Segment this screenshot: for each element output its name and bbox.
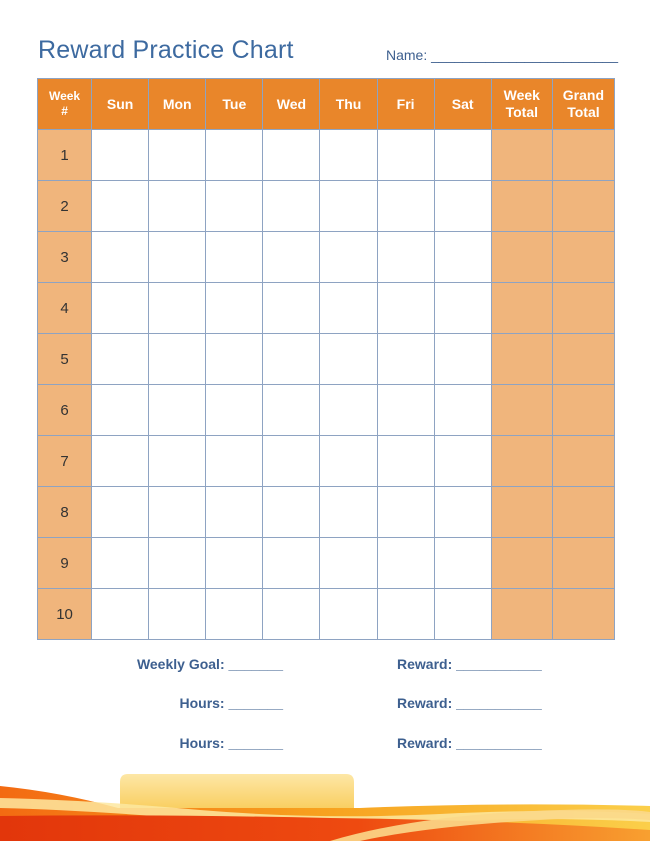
- sat-entry-cell[interactable]: [434, 436, 491, 487]
- mon-entry-cell[interactable]: [149, 385, 206, 436]
- header-line: Week: [503, 87, 540, 103]
- tue-entry-cell[interactable]: [206, 538, 263, 589]
- sat-entry-cell[interactable]: [434, 589, 491, 640]
- week-number-cell: 8: [38, 487, 92, 538]
- week-number-cell: 5: [38, 334, 92, 385]
- sun-entry-cell[interactable]: [92, 436, 149, 487]
- header-thu: [320, 79, 377, 130]
- fri-entry-cell[interactable]: [377, 334, 434, 385]
- mon-entry-cell[interactable]: [149, 283, 206, 334]
- week-number-cell: 3: [38, 232, 92, 283]
- sun-entry-cell[interactable]: [92, 385, 149, 436]
- wed-entry-cell[interactable]: [263, 130, 320, 181]
- week-total-cell[interactable]: [491, 385, 552, 436]
- sun-entry-cell[interactable]: [92, 232, 149, 283]
- tue-entry-cell[interactable]: [206, 436, 263, 487]
- fri-entry-cell[interactable]: [377, 589, 434, 640]
- sat-entry-cell[interactable]: [434, 334, 491, 385]
- grand-total-cell[interactable]: [552, 130, 614, 181]
- footer-row: [0, 695, 650, 715]
- sun-entry-cell[interactable]: [92, 181, 149, 232]
- sun-entry-cell[interactable]: [92, 538, 149, 589]
- thu-entry-cell[interactable]: [320, 130, 377, 181]
- grand-total-cell[interactable]: [552, 232, 614, 283]
- thu-entry-cell[interactable]: [320, 436, 377, 487]
- week-number-cell: 9: [38, 538, 92, 589]
- fri-entry-cell[interactable]: [377, 181, 434, 232]
- week-number-cell: 10: [38, 589, 92, 640]
- fri-entry-cell[interactable]: [377, 538, 434, 589]
- chart-body: [38, 130, 615, 640]
- week-number-cell: 7: [38, 436, 92, 487]
- thu-entry-cell[interactable]: [320, 487, 377, 538]
- week-total-cell[interactable]: [491, 589, 552, 640]
- tue-entry-cell[interactable]: [206, 487, 263, 538]
- tue-entry-cell[interactable]: [206, 589, 263, 640]
- sat-entry-cell[interactable]: [434, 385, 491, 436]
- grand-total-cell[interactable]: [552, 538, 614, 589]
- tue-entry-cell[interactable]: [206, 385, 263, 436]
- tue-entry-cell[interactable]: [206, 130, 263, 181]
- week-total-cell[interactable]: [491, 487, 552, 538]
- week-row: [38, 334, 615, 385]
- fri-entry-cell[interactable]: [377, 436, 434, 487]
- mon-entry-cell[interactable]: [149, 538, 206, 589]
- wed-entry-cell[interactable]: [263, 232, 320, 283]
- week-row: [38, 589, 615, 640]
- header-grand-total: [552, 79, 614, 130]
- thu-entry-cell[interactable]: [320, 181, 377, 232]
- mon-entry-cell[interactable]: [149, 181, 206, 232]
- header-line: Fri: [396, 95, 415, 112]
- grand-total-cell[interactable]: [552, 436, 614, 487]
- header-line: #: [61, 104, 68, 118]
- thu-entry-cell[interactable]: [320, 385, 377, 436]
- week-row: [38, 181, 615, 232]
- header-row: [38, 79, 615, 130]
- header-line: Grand: [562, 87, 605, 103]
- sat-entry-cell[interactable]: [434, 181, 491, 232]
- header-fri: [377, 79, 434, 130]
- mon-entry-cell[interactable]: [149, 436, 206, 487]
- reward-field[interactable]: Reward: ___________: [397, 656, 542, 672]
- grand-total-cell[interactable]: [552, 334, 614, 385]
- wed-entry-cell[interactable]: [263, 334, 320, 385]
- week-row: [38, 130, 615, 181]
- header-sun: [92, 79, 149, 130]
- hours-field[interactable]: Hours: _______: [179, 695, 283, 711]
- tue-entry-cell[interactable]: [206, 283, 263, 334]
- week-number-cell: 2: [38, 181, 92, 232]
- weekly-goal-field[interactable]: Weekly Goal: _______: [136, 656, 283, 672]
- header-mon: [149, 79, 206, 130]
- week-total-cell[interactable]: [491, 181, 552, 232]
- fri-entry-cell[interactable]: [377, 130, 434, 181]
- mon-entry-cell[interactable]: [149, 232, 206, 283]
- banner-tab: [120, 774, 354, 808]
- grand-total-cell[interactable]: [552, 487, 614, 538]
- reward-field[interactable]: Reward: ___________: [397, 695, 542, 711]
- thu-entry-cell[interactable]: [320, 283, 377, 334]
- thu-entry-cell[interactable]: [320, 538, 377, 589]
- sat-entry-cell[interactable]: [434, 232, 491, 283]
- wed-entry-cell[interactable]: [263, 538, 320, 589]
- week-number-cell: 4: [38, 283, 92, 334]
- tue-entry-cell[interactable]: [206, 232, 263, 283]
- sat-entry-cell[interactable]: [434, 130, 491, 181]
- page-title: Reward Practice Chart: [38, 36, 294, 64]
- footer-row: [0, 735, 650, 755]
- fri-entry-cell[interactable]: [377, 385, 434, 436]
- fri-entry-cell[interactable]: [377, 232, 434, 283]
- grand-total-cell[interactable]: [552, 589, 614, 640]
- header-line: Sun: [106, 95, 134, 112]
- week-row: [38, 538, 615, 589]
- week-row: [38, 487, 615, 538]
- grand-total-cell[interactable]: [552, 181, 614, 232]
- grand-total-cell[interactable]: [552, 385, 614, 436]
- header-sat: [434, 79, 491, 130]
- week-row: [38, 436, 615, 487]
- tue-entry-cell[interactable]: [206, 334, 263, 385]
- mon-entry-cell[interactable]: [149, 130, 206, 181]
- week-number-cell: 1: [38, 130, 92, 181]
- week-total-cell[interactable]: [491, 334, 552, 385]
- header-tue: [206, 79, 263, 130]
- name-field[interactable]: Name: ________________________: [386, 47, 618, 63]
- header-line: Total: [505, 104, 538, 120]
- tue-entry-cell[interactable]: [206, 181, 263, 232]
- week-number-cell: 6: [38, 385, 92, 436]
- fri-entry-cell[interactable]: [377, 283, 434, 334]
- fri-entry-cell[interactable]: [377, 487, 434, 538]
- week-row: [38, 385, 615, 436]
- week-row: [38, 232, 615, 283]
- decorative-wave-banner: [0, 770, 650, 841]
- mon-entry-cell[interactable]: [149, 487, 206, 538]
- week-total-cell[interactable]: [491, 130, 552, 181]
- sun-entry-cell[interactable]: [92, 589, 149, 640]
- header-line: Sat: [451, 95, 474, 112]
- sun-entry-cell[interactable]: [92, 130, 149, 181]
- thu-entry-cell[interactable]: [320, 232, 377, 283]
- wed-entry-cell[interactable]: [263, 436, 320, 487]
- sun-entry-cell[interactable]: [92, 334, 149, 385]
- header-week-number: [38, 79, 92, 130]
- mon-entry-cell[interactable]: [149, 334, 206, 385]
- header-wed: [263, 79, 320, 130]
- mon-entry-cell[interactable]: [149, 589, 206, 640]
- week-total-cell[interactable]: [491, 232, 552, 283]
- practice-chart-table: [37, 78, 615, 640]
- header-line: Total: [567, 104, 600, 120]
- sat-entry-cell[interactable]: [434, 487, 491, 538]
- header-line: Thu: [335, 95, 362, 112]
- week-total-cell[interactable]: [491, 538, 552, 589]
- header-line: Tue: [222, 95, 247, 112]
- wed-entry-cell[interactable]: [263, 487, 320, 538]
- week-row: [38, 283, 615, 334]
- hours-field[interactable]: Hours: _______: [179, 735, 283, 751]
- header-line: Wed: [276, 95, 307, 112]
- week-total-cell[interactable]: [491, 436, 552, 487]
- sat-entry-cell[interactable]: [434, 538, 491, 589]
- thu-entry-cell[interactable]: [320, 334, 377, 385]
- footer-row: [0, 656, 650, 676]
- header-line: Week: [48, 89, 81, 103]
- wed-entry-cell[interactable]: [263, 181, 320, 232]
- wed-entry-cell[interactable]: [263, 385, 320, 436]
- header-line: Mon: [162, 95, 192, 112]
- thu-entry-cell[interactable]: [320, 589, 377, 640]
- week-total-cell[interactable]: [491, 283, 552, 334]
- sun-entry-cell[interactable]: [92, 487, 149, 538]
- grand-total-cell[interactable]: [552, 283, 614, 334]
- header-week-total: [491, 79, 552, 130]
- sun-entry-cell[interactable]: [92, 283, 149, 334]
- sat-entry-cell[interactable]: [434, 283, 491, 334]
- wed-entry-cell[interactable]: [263, 283, 320, 334]
- wed-entry-cell[interactable]: [263, 589, 320, 640]
- reward-field[interactable]: Reward: ___________: [397, 735, 542, 751]
